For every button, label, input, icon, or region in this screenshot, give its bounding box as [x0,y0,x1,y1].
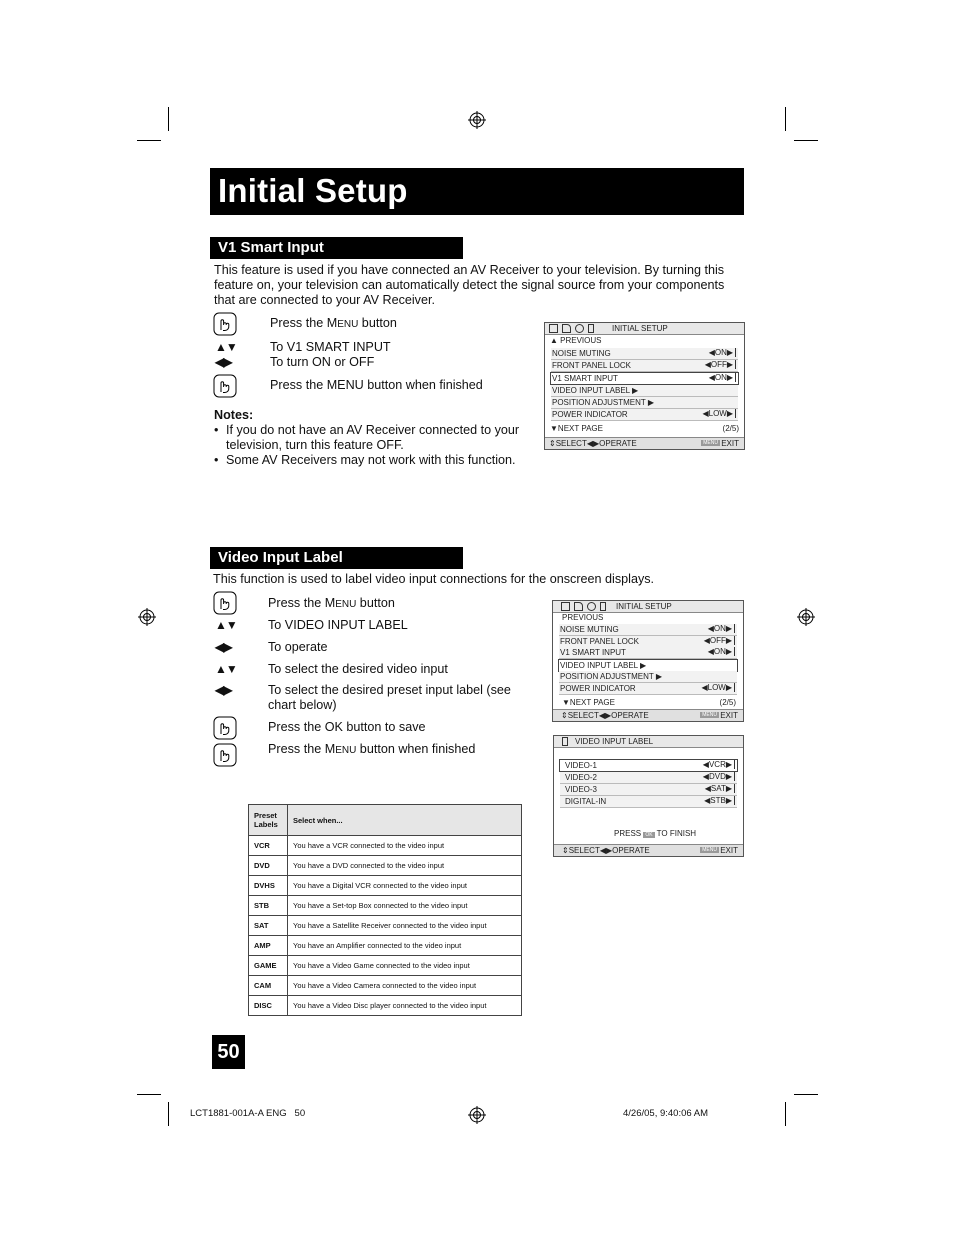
vil-step-7 [268,742,475,758]
page-number: 50 [212,1035,245,1069]
vil-step-3: To operate [268,640,328,654]
crop-mark [168,1102,169,1126]
preset-desc: You have a Video Game connected to the video input [288,956,522,976]
preset-label: STB [249,896,288,916]
osd-row-value: ◀LOW▶ [702,409,736,418]
osd-row [560,772,737,784]
v1-step-1-post: button [358,316,397,330]
osd-row [559,624,737,636]
left-right-arrows-icon: ◀▶ [215,355,232,369]
preset-desc: You have a VCR connected to the video input [288,836,522,856]
osd-press-to-finish [614,829,696,838]
osd-footer-right: EXIT [720,846,738,855]
osd-row-label: V1 SMART INPUT [560,648,626,657]
preset-desc: You have a DVD connected to the video input [288,856,522,876]
preset-label: VCR [249,836,288,856]
hand-press-icon [213,591,237,615]
preset-label: AMP [249,936,288,956]
vil-step-7-sc: ENU [335,745,357,756]
left-right-arrows-icon: ◀▶ [215,640,232,654]
osd-header [545,323,744,335]
to-finish-label: TO FINISH [656,829,697,838]
v1-step-1 [270,316,397,332]
preset-desc: You have a Satellite Receiver connected to the video input [288,916,522,936]
registration-mark-icon [138,608,156,626]
preset-label: CAM [249,976,288,996]
menu-key-icon: MENU [702,847,717,853]
press-label: PRESS [614,829,642,838]
footer-timestamp: 4/26/05, 9:40:06 AM [623,1108,709,1119]
osd-row-value: ◀ON▶ [709,348,736,357]
crop-mark [137,1094,161,1095]
crop-mark [168,107,169,131]
osd-row [551,397,738,409]
osd-footer [545,437,744,449]
osd-row-value: ◀SAT▶ [705,784,735,793]
vil-intro-paragraph: This function is used to label video input connections for the onscreen displays. [213,572,655,586]
col-header-select-when: Select when... [288,805,522,836]
table-row [249,976,522,996]
osd-tab-icons [562,737,572,747]
preset-label: SAT [249,916,288,936]
osd-previous: PREVIOUS [562,613,604,622]
table-row [249,996,522,1016]
osd-row [560,796,737,808]
vil-step-1-sc: ENU [335,599,357,610]
hand-press-icon [213,743,237,767]
osd-row [559,647,737,659]
osd-row-label: VIDEO INPUT LABEL ▶ [560,661,647,670]
osd-row-value: ◀ON▶ [709,373,736,382]
osd-previous: ▲ PREVIOUS [550,336,602,345]
crop-mark [785,107,786,131]
osd-footer-right: EXIT [720,711,738,720]
osd-next-page: ▼NEXT PAGE [562,698,615,707]
osd-footer-right: EXIT [721,439,739,448]
osd-row-selected [559,759,738,772]
preset-desc: You have a Video Camera connected to the video input [288,976,522,996]
v1-step-2: To V1 SMART INPUT [270,340,391,354]
table-row [249,916,522,936]
menu-key-icon: MENU [703,440,718,446]
osd-row-label: V1 SMART INPUT [552,374,618,383]
osd-row-value: ◀STB▶ [704,796,735,805]
osd-row-label: POSITION ADJUSTMENT ▶ [552,398,655,407]
osd-title: INITIAL SETUP [616,602,672,611]
crop-mark [137,140,161,141]
col-header-preset-labels: Preset Labels [249,805,288,836]
osd-title: VIDEO INPUT LABEL [575,737,654,746]
preset-desc: You have a Digital VCR connected to the video input [288,876,522,896]
table-row [249,936,522,956]
osd-title: INITIAL SETUP [612,324,668,333]
osd-row-value: ◀ON▶ [708,624,735,633]
crop-mark [785,1102,786,1126]
vil-step-4: To select the desired video input [268,662,448,676]
note-bullet-1: • If you do not have an AV Receiver connected to your television, turn this feature OFF. [214,423,534,453]
osd-footer-left: ⇕SELECT◀▶OPERATE [549,439,637,448]
v1-intro-paragraph: This feature is used if you have connected an AV Receiver to your television. By turning this feature on, your television can automatically detect the signal source from your components that are connected to your AV Receiver. [214,263,725,307]
osd-row-label: FRONT PANEL LOCK [552,361,631,370]
menu-key-icon: MENU [702,712,717,718]
v1-step-3: To turn ON or OFF [270,355,375,369]
up-down-arrows-icon: ▲▼ [215,662,237,676]
osd-page-indicator: (2/5) [722,424,739,433]
osd-row-label: NOISE MUTING [552,349,611,358]
table-row [249,956,522,976]
osd-header [553,601,743,613]
osd-next-page: ▼NEXT PAGE [550,424,603,433]
table-row [249,896,522,916]
preset-desc: You have an Amplifier connected to the video input [288,936,522,956]
osd-row-value: ◀LOW▶ [701,683,735,692]
registration-mark-icon [797,608,815,626]
osd-row-label: POWER INDICATOR [560,684,636,693]
osd-footer-left: ⇕SELECT◀▶OPERATE [561,711,649,720]
osd-row [551,409,738,421]
osd-footer [553,709,743,721]
crop-mark [794,140,818,141]
osd-row-value: ◀OFF▶ [704,636,735,645]
osd-row-label: NOISE MUTING [560,625,619,634]
osd-row-selected [550,372,739,385]
footer-doc-id: LCT1881-001A-A ENG 50 [190,1108,306,1119]
preset-desc: You have a Set-top Box connected to the video input [288,896,522,916]
osd-row-label: VIDEO-3 [565,785,598,794]
osd-row-value: ◀VCR▶ [703,760,735,769]
vil-step-1-post: button [356,596,395,610]
left-right-arrows-icon: ◀▶ [215,683,232,697]
notes-title: Notes: [214,408,254,422]
vil-step-6: Press the OK button to save [268,720,426,734]
section-heading-v1-smart-input: V1 Smart Input [210,237,463,259]
table-row [249,876,522,896]
vil-step-2: To VIDEO INPUT LABEL [268,618,408,632]
osd-row [551,385,738,397]
note-bullet-2: • Some AV Receivers may not work with this function. [214,453,534,468]
osd-row-label: VIDEO-1 [565,761,598,770]
osd-page-indicator: (2/5) [719,698,736,707]
osd-row-value: ◀ON▶ [708,647,735,656]
osd-row [551,348,738,360]
up-down-arrows-icon: ▲▼ [215,340,237,354]
osd-row [559,683,737,695]
osd-footer-left: ⇕SELECT◀▶OPERATE [562,846,650,855]
osd-initial-setup-menu-1 [544,322,745,450]
note-2-text: Some AV Receivers may not work with this function. [226,453,516,467]
osd-row [560,784,737,796]
section-heading-video-input-label: Video Input Label [210,547,463,569]
hand-press-icon [213,716,237,740]
preset-label: DISC [249,996,288,1016]
v1-step-4: Press the MENU button when finished [270,378,483,392]
registration-mark-icon [468,1106,486,1124]
preset-label: GAME [249,956,288,976]
osd-row-value: ◀OFF▶ [705,360,736,369]
osd-tab-icons [549,324,598,334]
preset-labels-table [248,804,522,1016]
osd-header [554,736,743,748]
osd-row-label: VIDEO INPUT LABEL ▶ [552,386,639,395]
v1-step-1-pre: Press the M [270,316,338,330]
hand-press-icon [213,374,237,398]
table-header-row [249,805,522,836]
hand-press-icon [213,312,237,336]
osd-row [551,360,738,372]
vil-step-1 [268,596,395,612]
vil-step-7-pre: Press the M [268,742,336,756]
osd-row-label: POWER INDICATOR [552,410,628,419]
preset-label: DVHS [249,876,288,896]
page-title: Initial Setup [218,172,408,209]
osd-footer [554,844,743,856]
osd-initial-setup-menu-2 [552,600,744,722]
osd-row-label: VIDEO-2 [565,773,598,782]
v1-step-1-sc: ENU [337,319,359,330]
osd-tab-icons [561,602,610,612]
osd-row-label: POSITION ADJUSTMENT ▶ [560,672,663,681]
note-1-text: If you do not have an AV Receiver connected to your television, turn this feature OFF. [226,423,520,452]
crop-mark [794,1094,818,1095]
osd-row-value: ◀DVD▶ [703,772,735,781]
osd-row-label: FRONT PANEL LOCK [560,637,639,646]
vil-step-1-pre: Press the M [268,596,336,610]
vil-step-7-post: button when finished [356,742,476,756]
osd-row [559,671,737,683]
registration-mark-icon [468,111,486,129]
osd-video-input-label-menu [553,735,744,857]
preset-label: DVD [249,856,288,876]
page-title-bar [210,168,744,215]
table-row [249,836,522,856]
vil-step-5: To select the desired preset input label (see chart below) [268,683,511,712]
osd-row-label: DIGITAL-IN [565,797,607,806]
ok-key-icon: OK [645,832,653,838]
table-row [249,856,522,876]
preset-desc: You have a Video Disc player connected to the video input [288,996,522,1016]
up-down-arrows-icon: ▲▼ [215,618,237,632]
